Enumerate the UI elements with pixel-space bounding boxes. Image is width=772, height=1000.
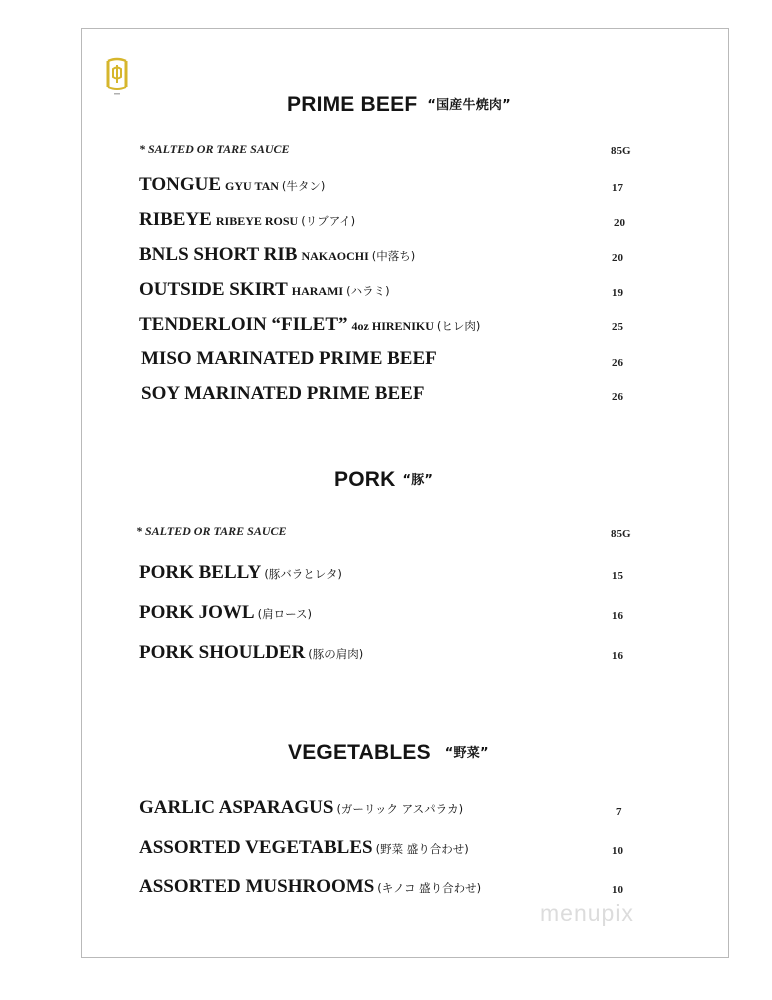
item-price: 15 — [612, 570, 623, 582]
item-name: TENDERLOIN “FILET” — [139, 314, 348, 335]
item-price: 10 — [612, 884, 623, 896]
item-jp: (リブアイ) — [301, 214, 356, 228]
item-jp: (キノコ 盛り合わせ) — [377, 881, 482, 895]
item-price: 20 — [614, 217, 625, 229]
item-jp: (ガーリック アスパラカ) — [336, 802, 464, 816]
section-title-prime-beef — [287, 93, 511, 117]
item-name: MISO MARINATED PRIME BEEF — [141, 348, 437, 369]
item-jp: (野菜 盛り合わせ) — [375, 842, 469, 856]
item-name: GARLIC ASPARAGUS — [139, 797, 334, 818]
section-title-jp: “国産牛焼肉” — [427, 98, 511, 113]
item-sub: RIBEYE ROSU — [215, 214, 299, 228]
menu-item-garlic-asparagus — [139, 797, 463, 819]
item-jp: (中落ち) — [371, 249, 416, 263]
item-price: 25 — [612, 321, 623, 333]
section-title-jp: “豚” — [402, 473, 434, 488]
item-jp: (ハラミ) — [346, 284, 390, 298]
watermark: menupix — [540, 900, 634, 926]
item-name: OUTSIDE SKIRT — [139, 279, 288, 300]
menu-item-bnls-short-rib — [139, 244, 415, 266]
item-jp: (肩ロース) — [257, 607, 312, 621]
section-title-jp: “野菜” — [444, 746, 489, 761]
item-price: 20 — [612, 252, 623, 264]
portion-weight: 85G — [611, 528, 631, 540]
section-title-text: VEGETABLES — [288, 741, 431, 764]
item-jp: (豚の肩肉) — [308, 647, 364, 661]
menu-item-soy-marinated — [141, 383, 424, 405]
portion-weight: 85G — [611, 145, 631, 157]
menu-item-pork-belly — [139, 562, 342, 584]
section-title-text: PRIME BEEF — [287, 93, 418, 116]
section-title-text: PORK — [334, 468, 396, 491]
restaurant-logo-icon — [105, 57, 129, 97]
menu-item-pork-shoulder — [139, 642, 363, 664]
item-jp: (豚バラとレタ) — [264, 567, 342, 581]
menu-item-pork-jowl — [139, 602, 312, 624]
item-jp: (牛タン) — [281, 179, 326, 193]
item-name: TONGUE — [139, 174, 222, 195]
menu-item-assorted-vegetables — [139, 837, 469, 859]
sauce-note: * SALTED OR TARE SAUCE — [136, 524, 287, 538]
item-name: PORK JOWL — [139, 602, 255, 623]
item-price: 7 — [616, 806, 622, 818]
item-sub: GYU TAN — [225, 179, 279, 193]
item-name: PORK BELLY — [139, 562, 262, 583]
item-price: 26 — [612, 357, 623, 369]
item-sub: 4oz HIRENIKU — [351, 319, 434, 333]
sauce-note: * SALTED OR TARE SAUCE — [139, 142, 290, 156]
menu-item-tenderloin — [139, 314, 480, 336]
section-title-vegetables — [288, 741, 489, 765]
item-name: PORK SHOULDER — [139, 642, 306, 663]
menu-item-tongue — [139, 174, 325, 196]
item-name: BNLS SHORT RIB — [139, 244, 298, 265]
item-price: 10 — [612, 845, 623, 857]
item-price: 26 — [612, 391, 623, 403]
item-name: RIBEYE — [139, 209, 212, 230]
item-jp: (ヒレ肉) — [436, 319, 481, 333]
item-name: SOY MARINATED PRIME BEEF — [141, 383, 425, 404]
menu-item-outside-skirt — [139, 279, 390, 301]
item-name: ASSORTED VEGETABLES — [139, 837, 373, 858]
item-price: 17 — [612, 182, 623, 194]
item-price: 16 — [612, 610, 623, 622]
menu-item-miso-marinated — [141, 348, 437, 370]
item-price: 19 — [612, 287, 623, 299]
section-title-pork — [334, 468, 433, 492]
item-name: ASSORTED MUSHROOMS — [139, 876, 375, 897]
menu-item-ribeye — [139, 209, 355, 231]
menu-item-assorted-mushrooms — [139, 876, 481, 898]
item-sub: NAKAOCHI — [301, 249, 369, 263]
item-price: 16 — [612, 650, 623, 662]
item-sub: HARAMI — [291, 284, 344, 298]
